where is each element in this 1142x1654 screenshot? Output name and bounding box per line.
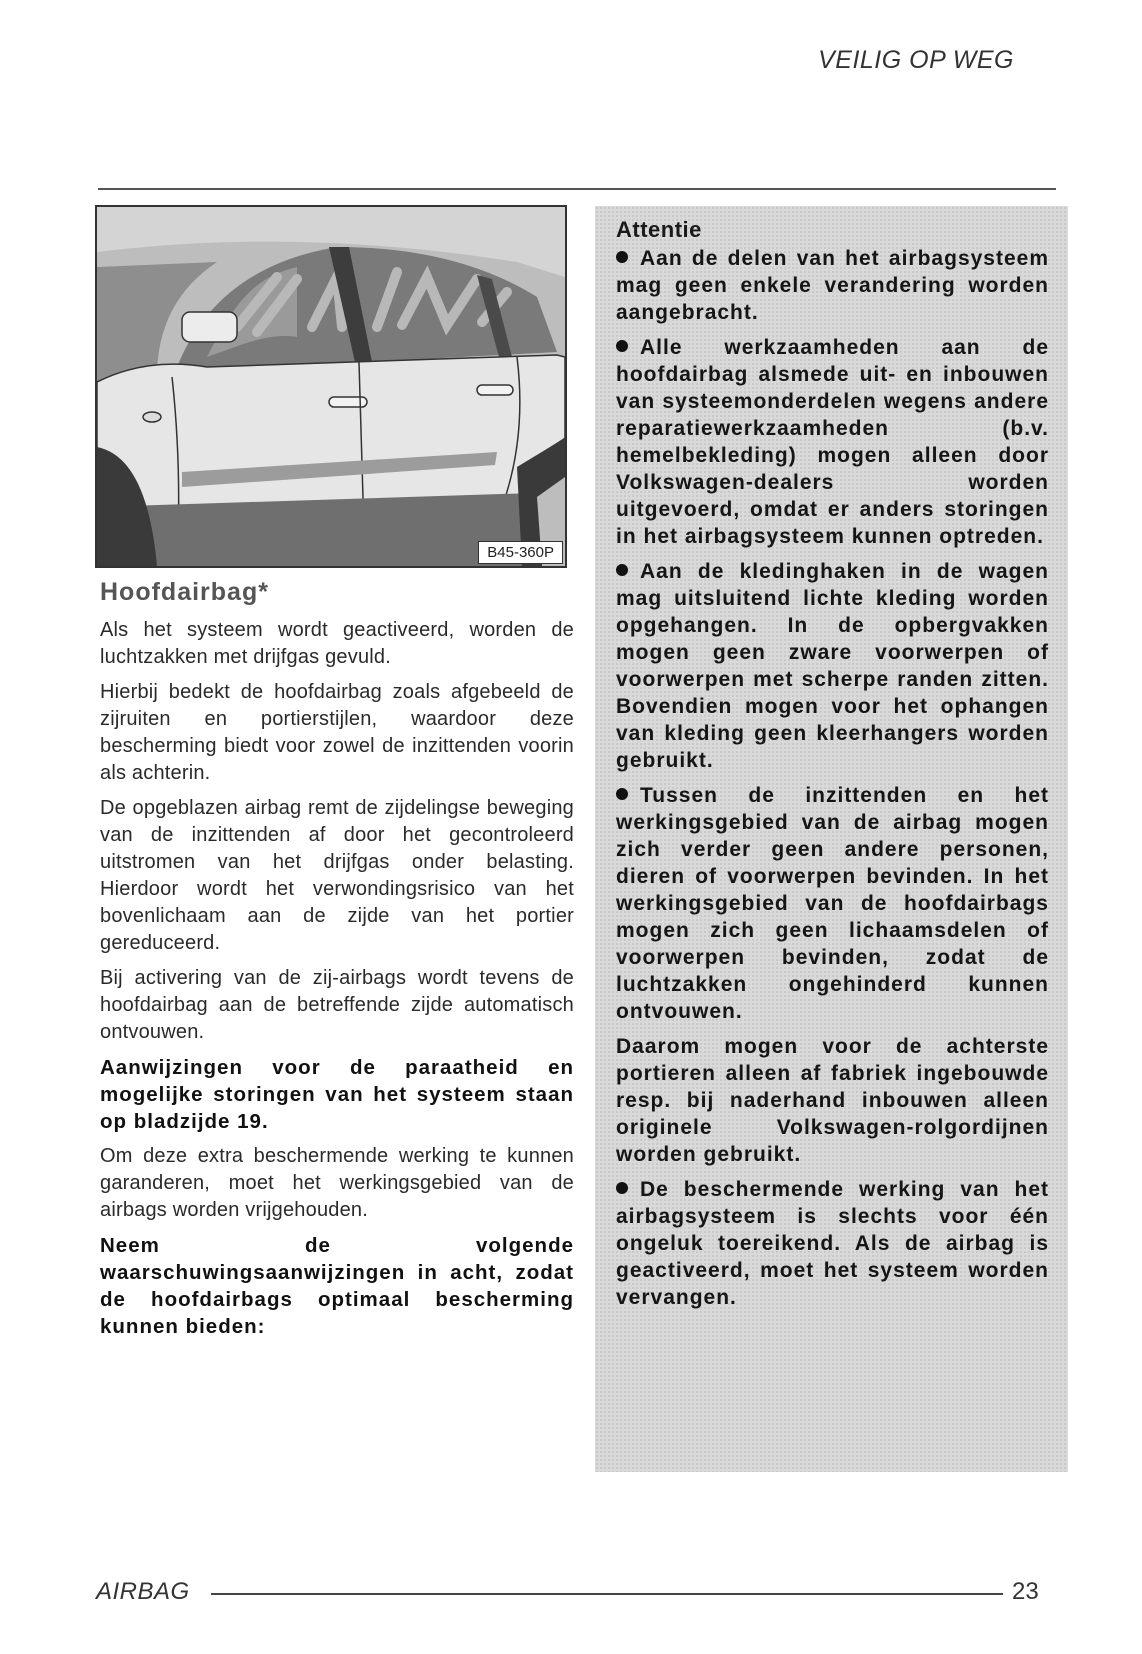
bullet-icon xyxy=(616,1182,628,1194)
attention-item: Aan de delen van het airbagsysteem mag geen enkele verandering worden aangebracht. xyxy=(616,247,1049,324)
attention-item: Tussen de inzittenden en het werkingsgebied van de airbag mogen zich verder geen andere personen, dieren of voorwerpen bevinden. In het werkingsgebied van de hoofdairbags mogen zich geen lichaamsdelen of voorwerpen bevinden, zodat de luchtzakken ongehinderd kunnen ontvouwen. xyxy=(616,784,1049,1023)
paragraph: Om deze extra beschermende werking te kunnen garanderen, moet het werkingsgebied van de airbags worden vrijgehouden. xyxy=(100,1145,574,1221)
bold-note-page-reference: Aanwijzingen voor de paraatheid en mogelijke storingen van het systeem staan op bladzijde 19. xyxy=(100,1056,574,1133)
bullet-icon xyxy=(616,788,628,800)
section-heading: Hoofdairbag* xyxy=(100,578,269,606)
bullet-icon xyxy=(616,251,628,263)
attention-item: Alle werkzaamheden aan de hoofdairbag alsmede uit- en inbouwen van systeemonderdelen wegens andere reparatiewerkzaamheden (b.v. hemelbekleding) mogen alleen door Volkswagen-dealers worden uitgevoerd, omdat er anders storingen in het airbagsysteem kunnen optreden. xyxy=(616,336,1049,548)
car-airbag-illustration xyxy=(95,205,567,568)
left-column xyxy=(100,578,574,1348)
paragraph: Als het systeem wordt geactiveerd, worden de luchtzakken met drijfgas gevuld. xyxy=(100,619,574,668)
bullet-icon xyxy=(616,340,628,352)
paragraph: De opgeblazen airbag remt de zijdelingse beweging van de inzittenden af door het gecontroleerd uitstromen van het drijfgas onder belasting. Hierdoor wordt het verwondingsrisico van het bovenlichaam aan de zijde van het portier gereduceerd. xyxy=(100,797,574,954)
bullet-icon xyxy=(616,564,628,576)
figure-label: B45-360P xyxy=(478,541,563,564)
car-side-drawing xyxy=(97,207,565,566)
attention-box xyxy=(595,206,1068,1472)
attention-title: Attentie xyxy=(616,217,702,242)
page-number: 23 xyxy=(1012,1578,1039,1605)
header-rule xyxy=(98,188,1056,190)
paragraph: Bij activering van de zij-airbags wordt tevens de hoofdairbag aan de betreffende zijde automatisch ontvouwen. xyxy=(100,967,574,1043)
paragraph: Hierbij bedekt de hoofdairbag zoals afgebeeld de zijruiten en portierstijlen, waardoor deze bescherming biedt voor zowel de inzittenden voorin als achterin. xyxy=(100,681,574,784)
bold-warning-intro: Neem de volgende waarschuwingsaanwijzingen in acht, zodat de hoofdairbags optimaal bescherming kunnen bieden: xyxy=(100,1234,574,1338)
footer-chapter: AIRBAG xyxy=(96,1578,190,1605)
running-header: VEILIG OP WEG xyxy=(818,46,1014,74)
attention-item: Aan de kledinghaken in de wagen mag uitsluitend lichte kleding worden opgehangen. In de opbergvakken mogen geen zware voorwerpen of voorwerpen met scherpe randen zitten. Bovendien mogen voor het ophangen van kleding geen kleerhangers worden gebruikt. xyxy=(616,560,1049,772)
attention-item-continuation: Daarom mogen voor de achterste portieren alleen af fabriek ingebouwde resp. bij naderhand inbouwen alleen originele Volkswagen-rolgordijnen worden gebruikt. xyxy=(616,1035,1049,1166)
footer-rule xyxy=(211,1593,1003,1595)
attention-item: De beschermende werking van het airbagsysteem is slechts voor één ongeluk toereikend. Als de airbag is geactiveerd, moet het systeem worden vervangen. xyxy=(616,1178,1049,1309)
